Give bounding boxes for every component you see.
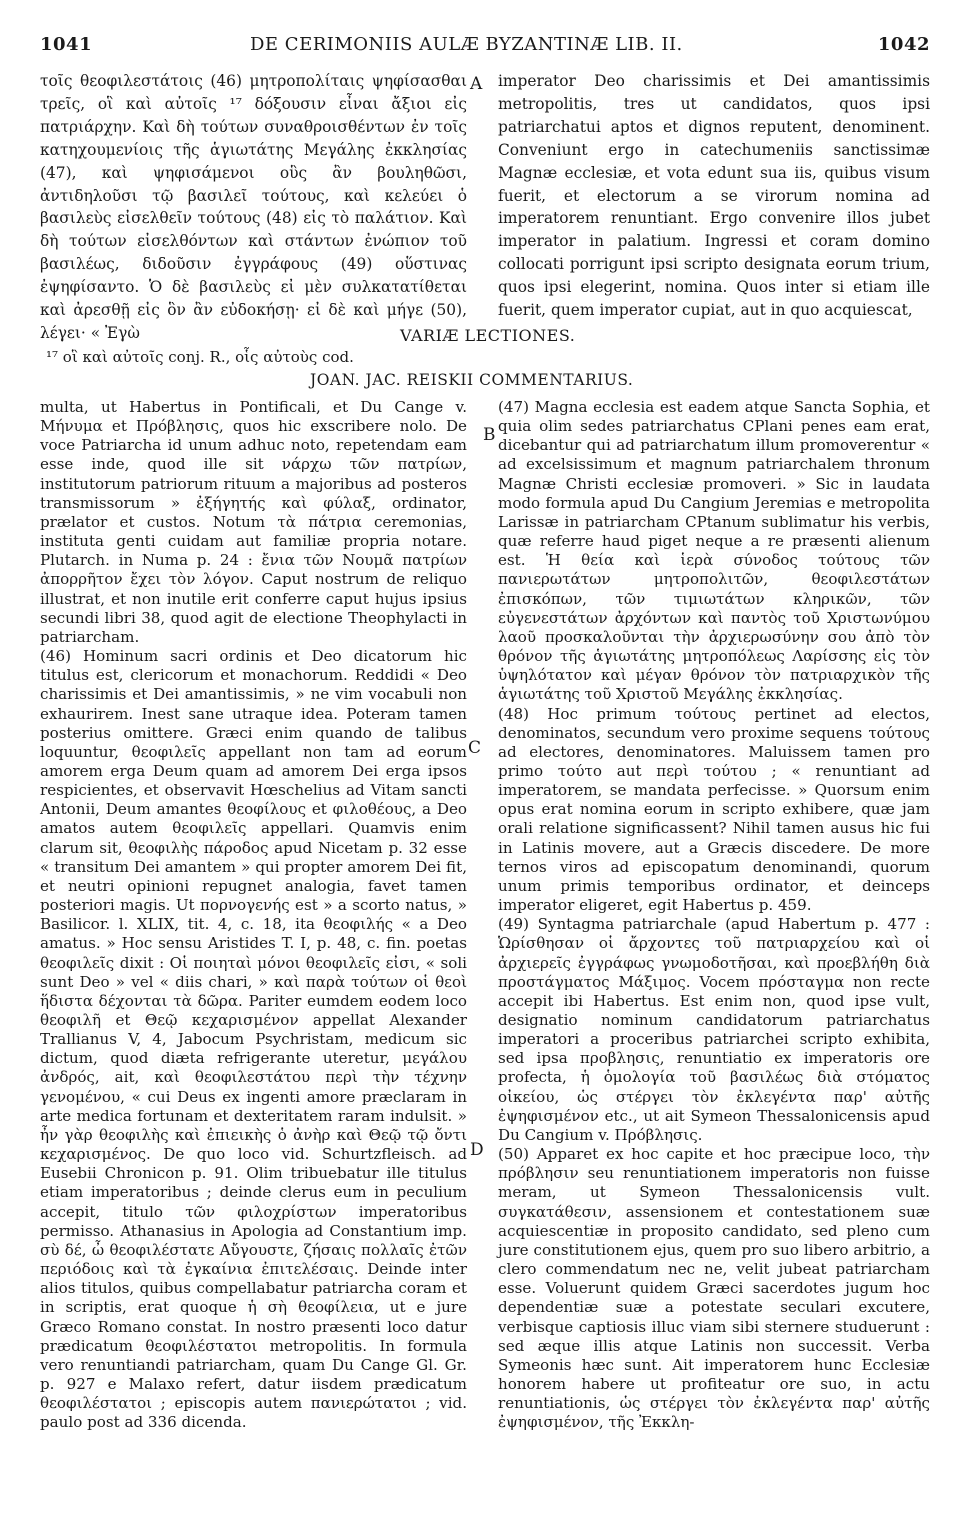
greek-text: τοῖς θεοφιλεστάτοις (46) μητροπολίταις ψηφίσασθαι τρεῖς, οἳ καὶ αὐτοῖς ¹⁷ δόξουσιν εἶναι ἄξιοι εἰς πατριάρχην. Καὶ δὴ τούτων συναθροισθέντων ἐν τοῖς κατηχουμενίοις τῆς ἁγιωτάτης Μεγάλης ἐκκλησίας (47), καὶ ψηφισάμενοι οὓς ἂν βουληθῶσι, ἀντιδηλοῦσι τῷ βασιλεῖ τούτους, καὶ κελεύει ὁ βασιλεὺς εἰσελθεῖν τούτους (48) εἰς τὸ παλάτιον. Καὶ δὴ τούτων εἰσελθόντων καὶ στάντων ἐνώπιον τοῦ βασιλέως, διδοῦσιν ἐγγράφους (49) οὕστινας ἐψηφίσαντο. Ὁ δὲ βασιλεὺς εἰ μὲν συλκατατίθεται καὶ ἀρεσθῇ εἰς ὃν ἂν εὐδοκήσῃ· εἰ δὲ καὶ μήγε (50), λέγει· « Ἐγὼ (40, 72, 467, 342)
commentary-right-column (498, 398, 930, 1518)
commentary-paragraph: (47) Magna ecclesia est eadem atque Sancta Sophia, et quia olim sedes patriarchatus CPlani penes eam erat, dicebantur qui ad patriarchatum illum promoverentur « ad excelsissimum et magnum patriarchalem thronum Magnæ Christi ecclesiæ promoveri. » Sic in laudata modo formula apud Du Cangium Jeremias e metropolita Larissæ in patriarcham CPtanum sublimatur his verbis, quæ referre haud piget neque a re præsenti alienum est. Ἡ θεία καὶ ἱερὰ σύνοδος τούτους τῶν πανιερωτάτων μητροπολιτῶν, θεοφιλεστάτων ἐπισκόπων, τῶν τιμιωτάτων κληρικῶν, τῶν εὐγενεστάτων ἀρχόντων καὶ παντὸς τοῦ Χριστωνύμου λαοῦ προσκαλοῦνται τὴν ἀρχιερωσύνην σου ἀπὸ τὸν θρόνον τῆς ἁγιωτάτης μητροπόλεως Λαρίσσης εἰς τὸν ὑψηλότατον καὶ μέγαν θρόνον τὸν πατριαρχικὸν τῆς ἁγιωτάτης τοῦ Χριστοῦ Μεγάλης ἐκκλησίας. (498, 398, 930, 704)
margin-letter-b: B (483, 425, 496, 445)
commentary-heading: JOAN. JAC. REISKII COMMENTARIUS. (310, 371, 634, 389)
margin-letter-d: D (470, 1140, 484, 1160)
commentary-paragraph: (50) Apparet ex hoc capite et hoc præcipue loco, τὴν πρόβλησιν seu renuntiationem imperatoris non fuisse meram, ut Symeon Thessalonicensis vult. συγκατάθεσιν, assensionem et contestationem suæ acquiescentiæ in proposito candidato, sed pleno cum jure constitutionem ejus, quem pro suo libero arbitrio, a clero commendatum nec ne, velit jubeat patriarcham esse. Voluerunt quidem Græci sacerdotes jugum hoc dependentiæ suæ a potestate seculari excutere, verbisque captiosis illuc viam sibi sternere studuerunt : sed æque illis atque Latinis non successit. Verba Symeonis hæc sunt. Ait imperatorem hunc Ecclesiæ honorem habere ut profiteatur ore suo, in actu renuntiationis, ὡς στέργει τὸν ἐκλεγέντα παρ' αὐτῆς ἐψηφισμένον, τῆς Ἐκκλη- (498, 1145, 930, 1432)
latin-text-column (498, 70, 930, 318)
latin-text: imperator Deo charissimis et Dei amantissimis metropolitis, tres ut candidatos, quos ipsi patriarchatui aptos et dignos reputent, denominent. Conveniunt ergo in catechumeniis sanctissimæ Magnæ ecclesiæ, et vota edunt sua iis, quibus visum fuerit, et electorum a se virorum nomina ad imperatorem renuntiant. Ergo convenire illos jubet imperator in palatium. Ingressi et coram domino collocati porrigunt ipsi scripto designata eorum trium, quos ipsi elegerint, nomina. Quos inter si etiam ille fuerit, quem imperator cupiat, aut in quo acquiescat, (498, 72, 930, 320)
greek-text-column (40, 70, 467, 342)
commentary-paragraph: (48) Hoc primum τούτους pertinet ad electos, denominatos, secundum vero proxime sequens τούτους ad electores, denominatores. Maluissem tamen pro primo τούτο aut περὶ τούτου ; « renuntiant ad imperatorem, se mandata perfecisse. » Quorsum enim opus erat nomina eorum in scripto exhibere, quæ jam orali relatione significassent? Nihil tamen ausus hic fui in Latinis movere, aut a Græcis discedere. De more ternos viros ad episcopatum denominandi, quorum unum primis temporibus ordinator, et deinceps imperator eligeret, egit Habertus p. 459. (498, 704, 930, 915)
variae-lectiones-heading: VARIÆ LECTIONES. (400, 326, 576, 345)
margin-letter-c: C (468, 738, 482, 758)
page-number-left: 1041 (40, 34, 93, 55)
commentary-paragraph: (49) Syntagma patriarchale (apud Habertum p. 477 : Ὡρίσθησαν οἱ ἄρχοντες τοῦ πατριαρχείου καὶ οἱ ἀρχιερεῖς ἐγγράφως γνωμοδοτῆσαι, καὶ προεβλήθη διὰ προστάγματος Μάξιμος. Vocem πρόσταγμα non recte accepit ibi Habertus. Est enim non, quod ipse vult, designatio nominum candidatorum patriarchatus imperatori a proceribus patriarchei scripto exhibita, sed ipsa προβλησις, renuntiatio ex imperatoris ore profecta, ἡ ὁμολογία τοῦ βασιλέως διὰ στόματος οἰκείου, ὡς στέργει τὸν ἐκλεγέντα παρ' αὐτῆς ἐψηφισμένον etc., ut ait Symeon Thessalonicensis apud Du Cangium v. Πρόβλησις. (498, 915, 930, 1144)
page-number-right: 1042 (877, 34, 930, 55)
commentary-paragraph: (46) Hominum sacri ordinis et Deo dicatorum hic titulus est, clericorum et monachorum. Reddidi « Deo charissimis et Dei amantissimis, » ne vim vocabuli non exhaurirem. Inest sane utraque idea. Poteram tamen posterius omittere. Græci enim quando de talibus loquuntur, θεοφιλεῖς appellant non tam ad eorum amorem erga Deum quam ad amorem Dei erga ipsos respicientes, et observavit Hœschelius ad Vitam sancti Antonii, Deum amantes θεοφίλους et φιλοθέους, a Deo amatos autem θεοφιλεῖς appellari. Quamvis enim clarum sit, θεοφιλὴς πάροδος apud Nicetam p. 32 esse « transitum Dei amantem » qui propter amorem Dei fit, et neutri opinioni repugnet analogia, favet tamen posteriori magis. Ut πορνογενής est » a scorto natus, » Basilicor. l. XLIX, tit. 4, c. 18, ita θεοφιλής « a Deo amatus. » Hoc sensu Aristides T. I, p. 48, c. fin. poetas θεοφιλεῖς dixit : Οἱ ποιηταὶ μόνοι θεοφιλεῖς εἰσι, « soli sunt Deo » vel « diis chari, » καὶ παρὰ τούτων οἱ θεοὶ ἥδιστα δέχονται τὰ δῶρα. Pariter eumdem eodem loco θεοφιλῆ et Θεῷ κεχαρισμένον appellat Alexander Trallianus V, 4, Jabocum Psychristam, medicum sic dictum, quod diæta refrigerante uteretur, μεγάλου ἀνδρός, ait, καὶ θεοφιλεστάτου περὶ τὴν τέχνην γενομένου, « cui Deus ex ingenti amore præclaram in arte medica fortunam et dexteritatem raram indulsit. » ἦν γὰρ θεοφιλὴς καὶ ἐπιεικὴς ὁ ἀνὴρ καὶ Θεῷ τῷ ὄντι κεχαρισμένος. De quo loco vid. Schurtzfleisch. ad Eusebii Chronicon p. 91. Olim tribuebatur ille titulus etiam imperatoribus ; deinde clerus eum in peculium accepit, titulo τῶν φιλοχρίστων imperatoribus permisso. Athanasius in Apologia ad Constantium imp. σὺ δέ, ὦ θεοφιλέστατε Αὔγουστε, ζήσαις πολλαῖς ἐτῶν περιόδοις καὶ τὰ ἐγκαίνια ἐπιτελέσαις. Deinde inter alios titulos, quibus compellabatur patriarcha coram et in scriptis, erat quoque ἡ σὴ θεοφίλεια, ut e jure Græco Romano constat. In nostro præsenti loco datur prædicatum θεοφιλέστατοι metropolitis. In formula vero renuntiandi patriarcham, quam Du Cange Gl. Gr. p. 927 e Malaxo refert, datur iisdem prædicatum θεοφιλέστατοι ; episcopis autem πανιερώτατοι ; vid. paulo post ad 336 dicenda. (40, 647, 467, 1432)
page-header (40, 34, 930, 60)
margin-letter-a: A (470, 74, 483, 94)
commentary-paragraph: multa, ut Habertus in Pontificali, et Du Cange v. Μήνυμα et Πρόβλησις, quos hic exscribere nolo. De voce Patriarcha id unum adhuc noto, repetendam eam esse inde, quod ille sit νάρχω τῶν πατρίων, institutorum patriorum rituum a majoribus ad posteros transmissorum » ἐξήγητής καὶ φύλαξ, ordinator, prælator et custos. Notum τὰ πάτρια ceremonias, instituta genti cuidam aut familiæ propria notare. Plutarch. in Numa p. 24 : ἔνια τῶν Νουμᾶ πατρίων ἀπορρῆτον ἔχει τὸν λόγον. Caput nostrum de reliquo illustrat, et non inutile erit conferre caput hujus ipsius secundi libri 38, quod agit de electione Theophylacti in patriarcham. (40, 398, 467, 646)
variant-reading-note: ¹⁷ οἳ καὶ αὐτοῖς conj. R., οἷς αὐτοὺς cod. (46, 348, 354, 366)
running-title: DE CERIMONIIS AULÆ BYZANTINÆ LIB. II. (250, 34, 683, 55)
commentary-left-column (40, 398, 467, 1518)
